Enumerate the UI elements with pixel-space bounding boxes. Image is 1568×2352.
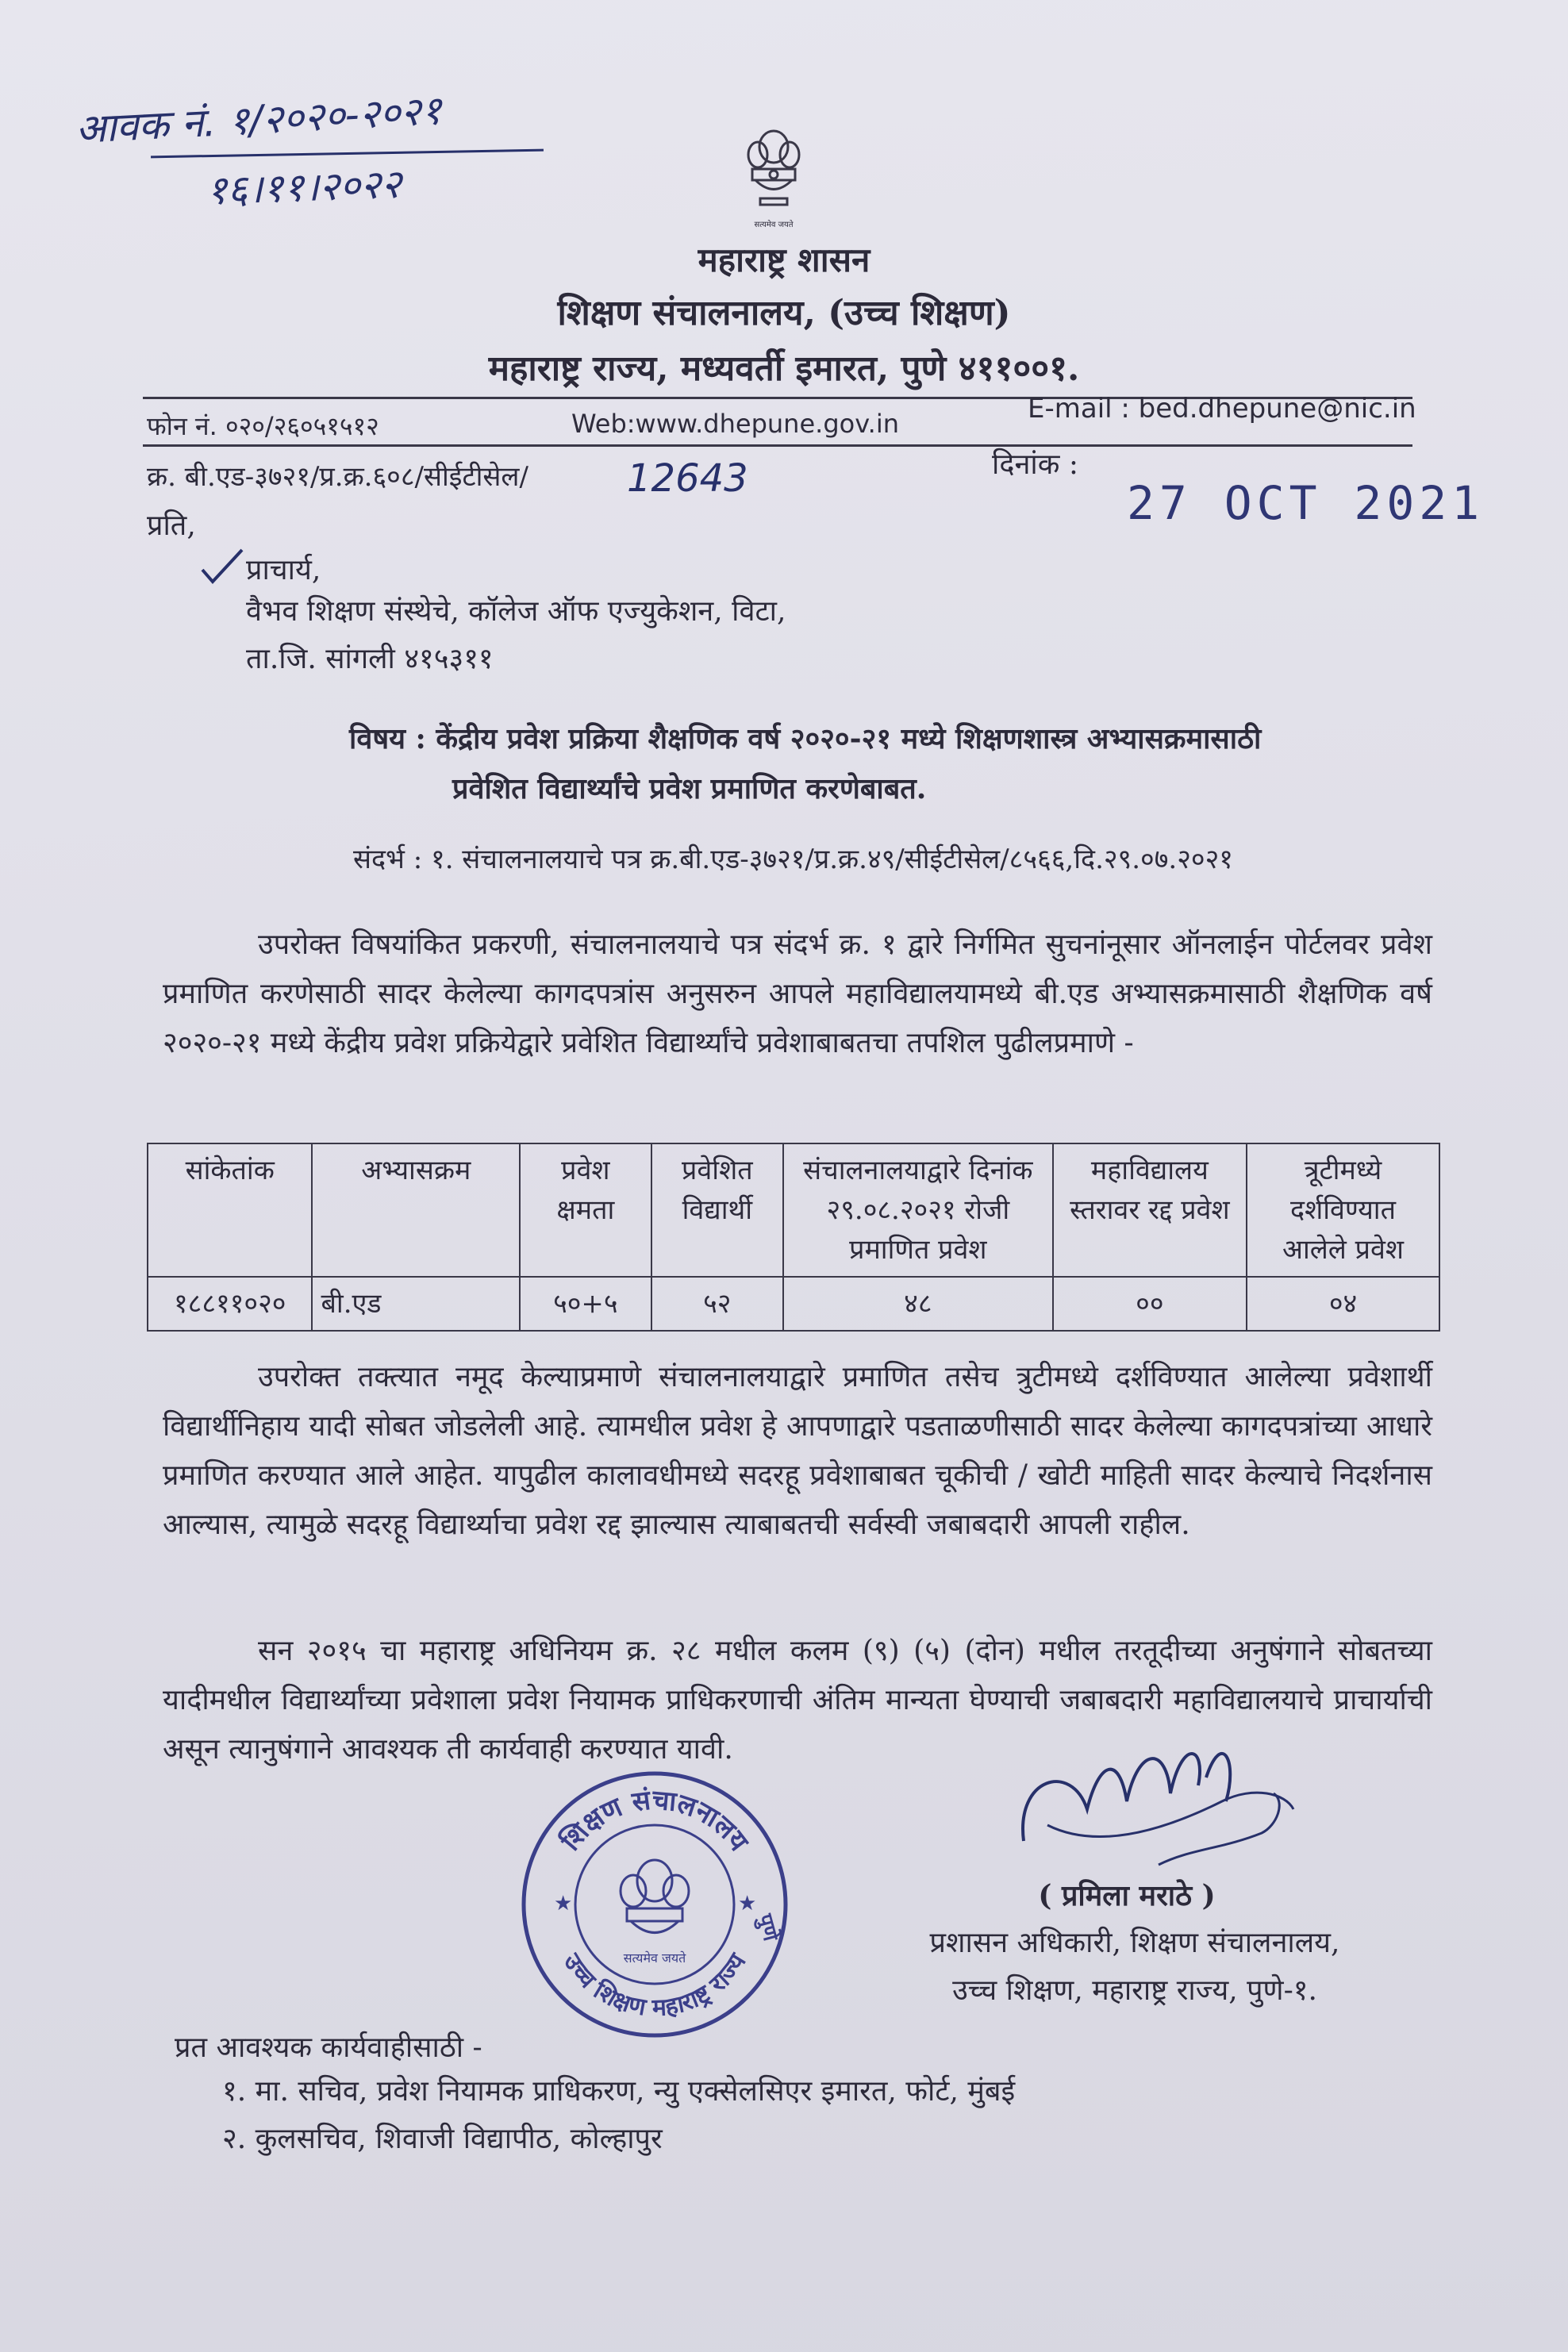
paragraph-liability: उपरोक्त तक्त्यात नमूद केल्याप्रमाणे संचालनालयाद्वारे प्रमाणित तसेच त्रुटीमध्ये दर्शविण्यात आलेल्या प्रवेशार्थी विद्यार्थीनिहाय यादी सोबत जोडलेली आहे. त्यामधील प्रवेश हे आपणाद्वारे पडताळणीसाठी सादर केलेल्या कागदपत्रांच्या आधारे प्रमाणित करण्यात आले आहेत. यापुढील कालावधीमध्ये सदरहू प्रवेशाबाबत चूकीची / खोटी माहिती सादर केल्याचे निदर्शनास आल्यास, त्यामुळे सदरहू विद्यार्थ्याचा प्रवेश रद्द झाल्यास त्याबाबतची सर्वस्वी जबाबदारी आपली राहील. bbox=[163, 1361, 1432, 1541]
handwritten-signature bbox=[1000, 1714, 1317, 1897]
table-header-cell: संचालनालयाद्वारे दिनांक २९.०८.२०२१ रोजी प्रमाणित प्रवेश bbox=[783, 1143, 1053, 1277]
table-cell-certified: ४८ bbox=[783, 1277, 1053, 1331]
table-cell-code: १८८११०२० bbox=[148, 1277, 312, 1331]
paragraph-intro: उपरोक्त विषयांकित प्रकरणी, संचालनालयाचे पत्र संदर्भ क्र. १ द्वारे निर्गमित सुचनांनूसार ऑनलाईन पोर्टलवर प्रवेश प्रमाणित करणेसाठी सादर केलेल्या कागदपत्रांस अनुसरुन आपले महाविद्यालयामध्ये बी.एड अभ्यासक्रमासाठी शैक्षणिक वर्ष २०२०-२१ मध्ये केंद्रीय प्रवेश प्रक्रियेद्वारे प्रवेशित विद्यार्थ्यांचे प्रवेशाबाबतचा तपशिल पुढीलप्रमाणे - bbox=[163, 928, 1432, 1059]
subject-line2: प्रवेशित विद्यार्थ्यांचे प्रवेश प्रमाणित करणेबाबत. bbox=[452, 772, 927, 805]
header-bottom-rule bbox=[143, 444, 1412, 447]
ashoka-emblem-icon bbox=[738, 123, 809, 229]
handwritten-inward-no: आवक नं. १/२०२०-२०२१ bbox=[74, 86, 443, 153]
letterhead-address: महाराष्ट्र राज्य, मध्यवर्ती इमारत, पुणे ४११००१. bbox=[488, 348, 1080, 389]
table-header-cell: सांकेतांक bbox=[148, 1143, 312, 1277]
recipient-line1: वैभव शिक्षण संस्थेचे, कॉलेज ऑफ एज्युकेशन, विटा, bbox=[246, 595, 786, 628]
header-phone: फोन नं. ०२०/२६०५१५१२ bbox=[147, 411, 379, 441]
admission-table bbox=[147, 1143, 1440, 1332]
copy-label: प्रत आवश्यक कार्यवाहीसाठी - bbox=[175, 2031, 482, 2064]
signatory-name: ( प्रमिला मराठे ) bbox=[1038, 1879, 1216, 1912]
checkmark-icon bbox=[198, 546, 246, 586]
handwritten-outward-no: 12643 bbox=[627, 456, 748, 501]
seal-top-text: शिक्षण संचालनालय bbox=[555, 1784, 755, 1858]
table-row bbox=[148, 1277, 1439, 1331]
handwritten-inward-date: १६।११।२०२२ bbox=[206, 160, 402, 214]
table-header-cell: प्रवेश क्षमता bbox=[520, 1143, 651, 1277]
header-web-link[interactable]: Web:www.dhepune.gov.in bbox=[571, 409, 899, 439]
table-cell-errors: ०४ bbox=[1247, 1277, 1439, 1331]
date-label: दिनांक : bbox=[992, 448, 1078, 481]
subject-line1: विषय : केंद्रीय प्रवेश प्रक्रिया शैक्षणिक वर्ष २०२०-२१ मध्ये शिक्षणशास्त्र अभ्यासक्रमासाठी bbox=[349, 722, 1262, 755]
table-cell-cancelled: ०० bbox=[1053, 1277, 1247, 1331]
table-header-cell: महाविद्यालय स्तरावर रद्द प्रवेश bbox=[1053, 1143, 1247, 1277]
header-email-link[interactable]: E-mail : bed.dhepune@nic.in bbox=[1028, 393, 1416, 425]
svg-text:★: ★ bbox=[738, 1892, 757, 1916]
date-stamp: 27 OCT 2021 bbox=[1127, 476, 1485, 530]
svg-text:★: ★ bbox=[554, 1892, 573, 1916]
letterhead-directorate: शिक्षण संचालनालय, (उच्च शिक्षण) bbox=[557, 293, 1011, 333]
table-cell-capacity: ५०+५ bbox=[520, 1277, 651, 1331]
signatory-office: उच्च शिक्षण, महाराष्ट्र राज्य, पुणे-१. bbox=[952, 1974, 1317, 2007]
reference-sandarbh: संदर्भ : १. संचालनालयाचे पत्र क्र.बी.एड-३७२१/प्र.क्र.४९/सीईटीसेल/८५६६,दि.२९.०७.२०२१ bbox=[353, 844, 1233, 875]
table-header-row bbox=[148, 1143, 1439, 1277]
letterhead-government: महाराष्ट्र शासन bbox=[698, 240, 870, 279]
copy-item: १. मा. सचिव, प्रवेश नियामक प्राधिकरण, न्यु एक्सेलसिएर इमारत, फोर्ट, मुंबई bbox=[222, 2075, 1016, 2108]
table-cell-admitted: ५२ bbox=[651, 1277, 783, 1331]
recipient-to: प्रति, bbox=[147, 509, 196, 542]
official-seal bbox=[516, 1766, 794, 2043]
emblem-caption: सत्यमेव जयते bbox=[754, 221, 794, 229]
seal-inner-caption: सत्यमेव जयते bbox=[623, 1950, 686, 1966]
table-header-cell: अभ्यासक्रम bbox=[312, 1143, 520, 1277]
table-header-cell: प्रवेशित विद्यार्थी bbox=[651, 1143, 783, 1277]
copy-item: २. कुलसचिव, शिवाजी विद्यापीठ, कोल्हापुर bbox=[222, 2123, 663, 2155]
paragraph-approval: सन २०१५ चा महाराष्ट्र अधिनियम क्र. २८ मधील कलम (९) (५) (दोन) मधील तरतूदीच्या अनुषंगाने सोबतच्या यादीमधील विद्यार्थ्यांच्या प्रवेशाला प्रवेश नियामक प्राधिकरणाची अंतिम मान्यता घेण्याची जबाबदारी महाविद्यालयाचे प्राचार्याची असून त्यानुषंगाने आवश्यक ती कार्यवाही करण्यात यावी. bbox=[163, 1635, 1432, 1766]
letter-reference-no: क्र. बी.एड-३७२१/प्र.क्र.६०८/सीईटीसेल/ bbox=[147, 461, 528, 493]
table-header-cell: त्रूटीमध्ये दर्शविण्यात आलेले प्रवेश bbox=[1247, 1143, 1439, 1277]
table-cell-course: बी.एड bbox=[312, 1277, 520, 1331]
seal-bottom-text: उच्च शिक्षण महाराष्ट्र राज्य bbox=[557, 1949, 752, 2023]
signatory-designation: प्रशासन अधिकारी, शिक्षण संचालनालय, bbox=[929, 1927, 1340, 1959]
recipient-title: प्राचार्य, bbox=[246, 554, 321, 586]
seal-side-text: पुणे bbox=[752, 1912, 782, 1944]
recipient-line2: ता.जि. सांगली ४१५३११ bbox=[246, 643, 494, 675]
